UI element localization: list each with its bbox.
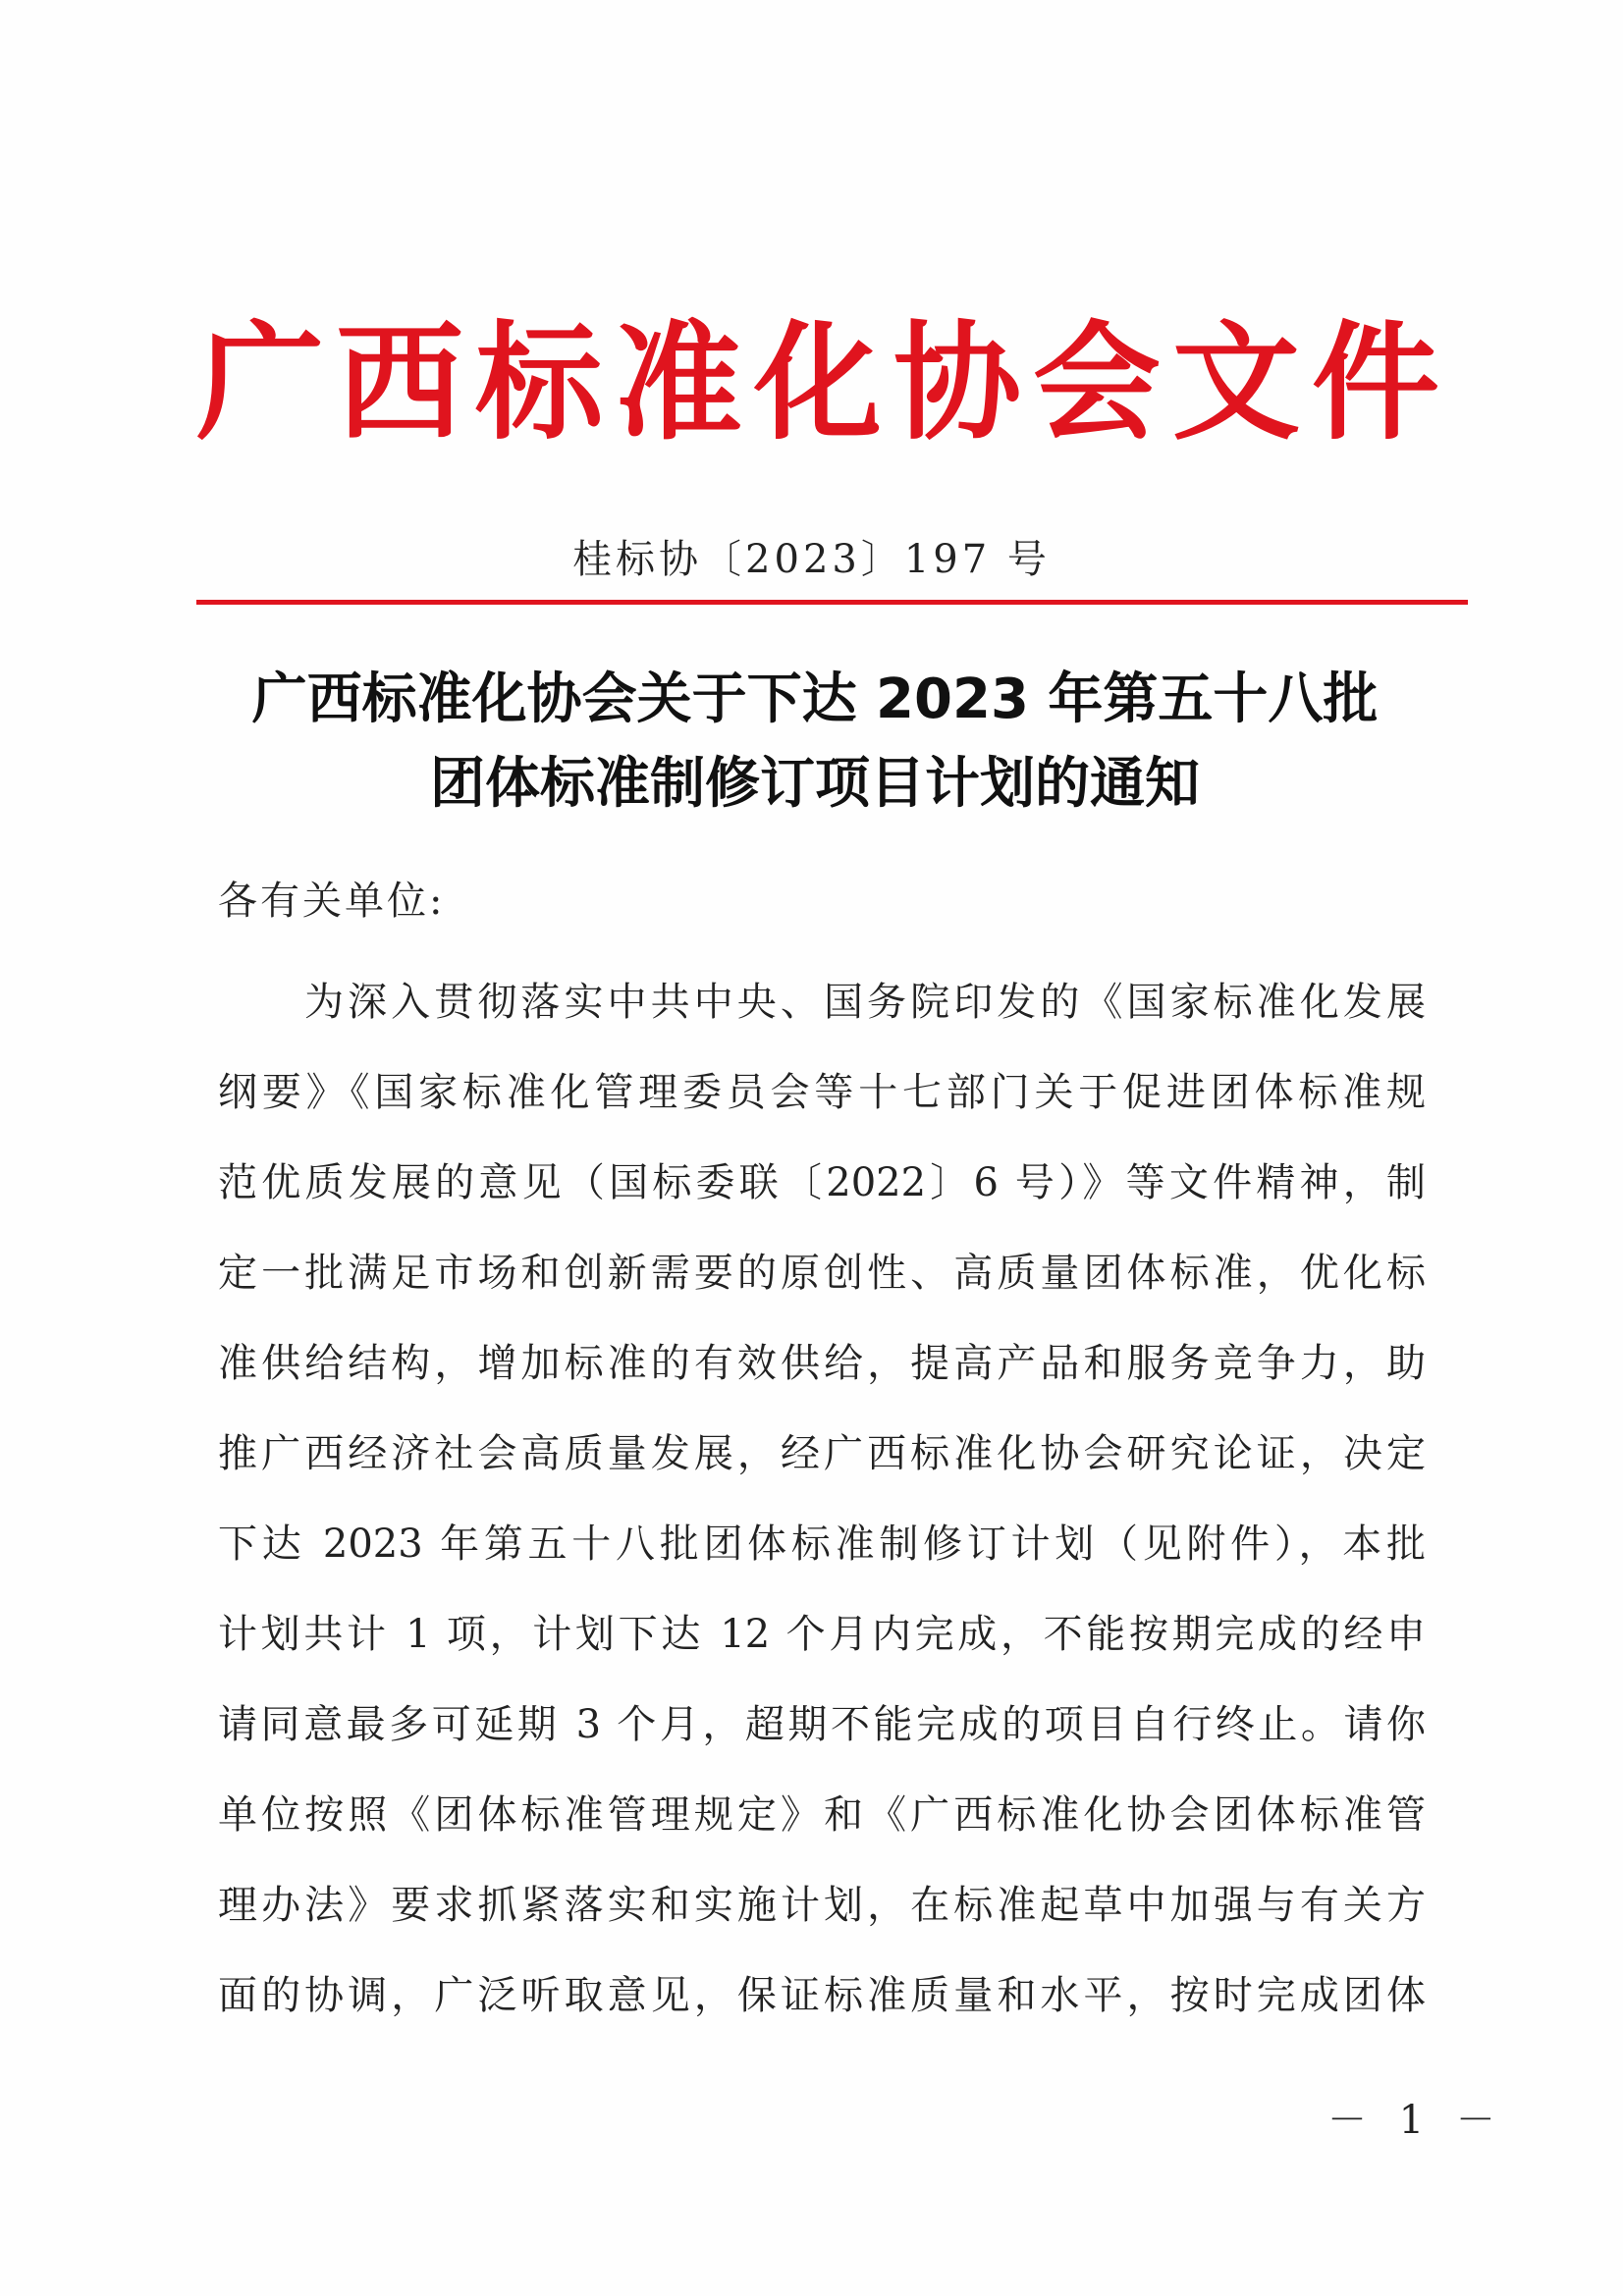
body-line: 定一批满足市场和创新需要的原创性、高质量团体标准，优化标 bbox=[218, 1251, 1426, 1296]
body-line: 理办法》要求抓紧落实和实施计划，在标准起草中加强与有关方 bbox=[218, 1883, 1426, 1928]
body-line: 推广西经济社会高质量发展，经广西标准化协会研究论证，决定 bbox=[218, 1431, 1426, 1476]
red-divider-rule bbox=[196, 600, 1468, 605]
body-line: 准供给结构，增加标准的有效供给，提高产品和服务竞争力，助 bbox=[218, 1341, 1426, 1386]
body-line: 请同意最多可延期 3 个月，超期不能完成的项目自行终止。请你 bbox=[218, 1702, 1426, 1747]
body-line: 面的协调，广泛听取意见，保证标准质量和水平，按时完成团体 bbox=[218, 1973, 1426, 2018]
body-line: 计划共计 1 项，计划下达 12 个月内完成，不能按期完成的经申 bbox=[218, 1612, 1426, 1657]
page-number: － 1 － bbox=[1327, 2098, 1505, 2143]
notice-title bbox=[196, 658, 1434, 827]
body-line: 范优质发展的意见（国标委联〔2022〕6 号）》等文件精神，制 bbox=[218, 1160, 1426, 1205]
body-text bbox=[218, 957, 1426, 2041]
body-line: 纲要》《国家标准化管理委员会等十七部门关于促进团体标准规 bbox=[218, 1070, 1426, 1115]
document-number: 桂标协〔2023〕197 号 bbox=[572, 537, 1051, 582]
body-line: 为深入贯彻落实中共中央、国务院印发的《国家标准化发展 bbox=[304, 980, 1426, 1025]
salutation: 各有关单位: bbox=[218, 879, 446, 924]
masthead-title: 广西标准化协会文件 bbox=[196, 308, 1452, 457]
body-line: 单位按照《团体标准管理规定》和《广西标准化协会团体标准管 bbox=[218, 1792, 1426, 1838]
notice-title-line: 团体标准制修订项目计划的通知 bbox=[430, 752, 1200, 816]
notice-title-line: 广西标准化协会关于下达 2023 年第五十八批 bbox=[251, 667, 1379, 731]
body-line: 下达 2023 年第五十八批团体标准制修订计划（见附件），本批 bbox=[218, 1522, 1426, 1567]
